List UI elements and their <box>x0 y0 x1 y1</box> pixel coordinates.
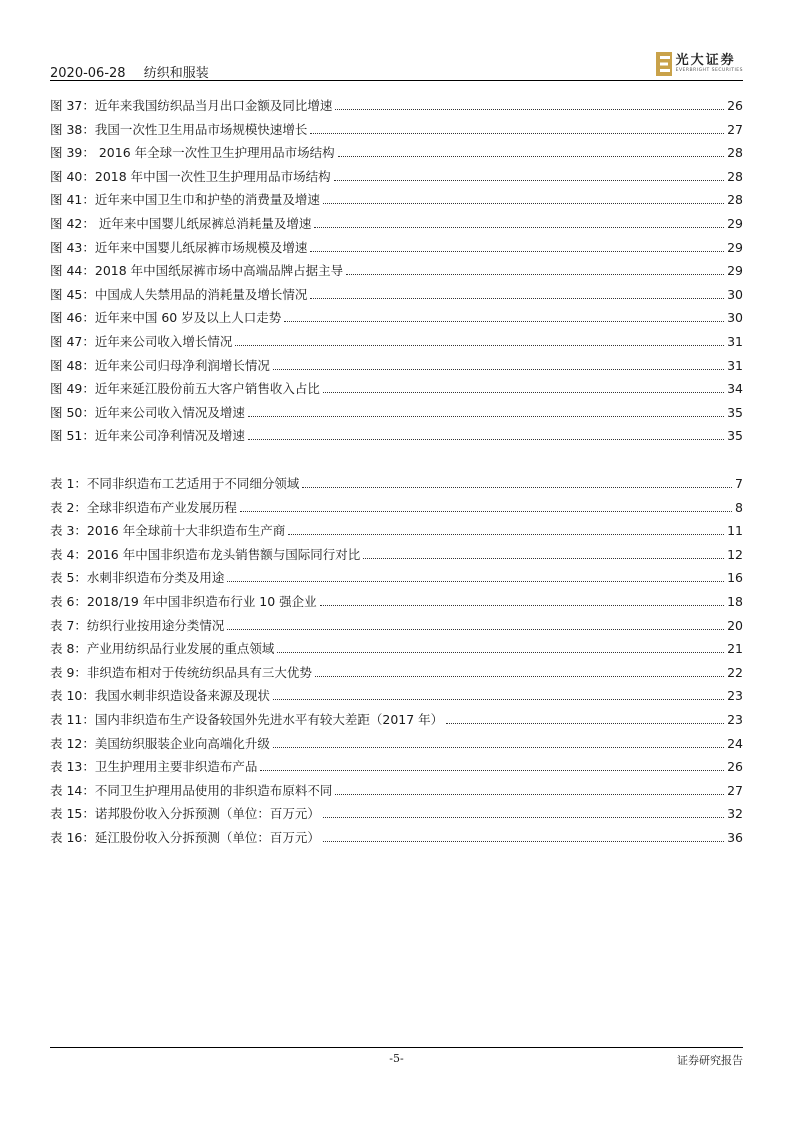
table-entry-page: 21 <box>727 641 743 657</box>
figure-entry-label: 图 45：中国成人失禁用品的消耗量及增长情况 <box>50 286 308 302</box>
figure-entry[interactable] <box>50 428 743 444</box>
figure-entry[interactable] <box>50 216 743 232</box>
brand-logo <box>656 50 743 78</box>
figure-entry-page: 34 <box>727 381 743 397</box>
table-entry[interactable] <box>50 523 743 539</box>
figure-entry-label: 图 40：2018 年中国一次性卫生护理用品市场结构 <box>50 168 331 184</box>
report-category: 纺织和服装 <box>143 66 209 81</box>
table-entry[interactable] <box>50 736 743 752</box>
figure-entry[interactable] <box>50 192 743 208</box>
table-entry[interactable] <box>50 547 743 563</box>
figure-entry-page: 30 <box>727 310 743 326</box>
dot-leader <box>346 274 724 275</box>
table-entry[interactable] <box>50 570 743 586</box>
document-type: 证券研究报告 <box>677 1054 743 1067</box>
figure-entry[interactable] <box>50 240 743 256</box>
dot-leader <box>335 109 724 110</box>
dot-leader <box>320 605 724 606</box>
table-entry-page: 26 <box>727 759 743 775</box>
figure-entry-label: 图 37：近年来我国纺织品当月出口金额及同比增速 <box>50 98 333 113</box>
table-entry-label: 表 11：国内非织造布生产设备较国外先进水平有较大差距（2017 年） <box>50 712 444 727</box>
table-entry[interactable] <box>50 806 743 822</box>
dot-leader <box>235 345 724 346</box>
figure-entry-page: 28 <box>727 168 743 184</box>
dot-leader <box>323 817 724 818</box>
figure-entry[interactable] <box>50 145 743 161</box>
figure-entry-label: 图 46：近年来中国 60 岁及以上人口走势 <box>50 310 282 326</box>
table-entry-page: 23 <box>727 688 743 704</box>
table-entry-page: 23 <box>727 712 743 727</box>
table-entry-page: 36 <box>727 830 743 845</box>
figure-entry[interactable] <box>50 381 743 397</box>
figure-entry[interactable] <box>50 98 743 114</box>
figure-entry-label: 图 42： 近年来中国婴儿纸尿裤总消耗量及增速 <box>50 216 312 231</box>
table-entry[interactable] <box>50 688 743 704</box>
dot-leader <box>273 369 724 370</box>
table-entry-page: 20 <box>727 617 743 633</box>
figure-entry-page: 27 <box>727 121 743 137</box>
dot-leader <box>227 581 724 582</box>
figure-entry[interactable] <box>50 287 743 303</box>
figure-entry-label: 图 44：2018 年中国纸尿裤市场中高端品牌占据主导 <box>50 263 344 279</box>
figure-entry[interactable] <box>50 310 743 326</box>
table-entry-label: 表 14：不同卫生护理用品使用的非织造布原料不同 <box>50 782 333 798</box>
table-entry[interactable] <box>50 476 743 492</box>
table-entry-label: 表 12：美国纺织服装企业向高端化升级 <box>50 735 270 751</box>
dot-leader <box>323 841 724 842</box>
figure-entry-label: 图 48：近年来公司归母净利润增长情况 <box>50 357 270 373</box>
dot-leader <box>227 629 724 630</box>
dot-leader <box>273 699 724 700</box>
table-entry[interactable] <box>50 759 743 775</box>
table-entry[interactable] <box>50 665 743 681</box>
table-entry-label: 表 6：2018/19 年中国非织造布行业 10 强企业 <box>50 594 317 609</box>
dot-leader <box>363 558 724 559</box>
everbright-logo-icon <box>656 52 672 76</box>
figure-entry[interactable] <box>50 263 743 279</box>
table-entry-page: 24 <box>727 735 743 751</box>
figure-entry-label: 图 51：近年来公司净利情况及增速 <box>50 428 245 444</box>
figure-entry-page: 29 <box>727 263 743 279</box>
table-entry-page: 8 <box>735 499 743 515</box>
figure-entry-page: 31 <box>727 357 743 373</box>
dot-leader <box>288 534 724 535</box>
header-rule <box>50 80 743 81</box>
figure-entry-label: 图 39： 2016 年全球一次性卫生护理用品市场结构 <box>50 145 335 161</box>
table-entry-page: 11 <box>727 523 743 539</box>
figure-entry[interactable] <box>50 169 743 185</box>
header-info <box>50 62 209 81</box>
dot-leader <box>248 416 724 417</box>
dot-leader <box>338 156 724 157</box>
table-entry-label: 表 13：卫生护理用主要非织造布产品 <box>50 759 258 775</box>
table-entry-label: 表 9：非织造布相对于传统纺织品具有三大优势 <box>50 664 312 680</box>
table-entry-page: 32 <box>727 806 743 822</box>
dot-leader <box>310 251 724 252</box>
figure-entry-label: 图 47：近年来公司收入增长情况 <box>50 334 233 349</box>
table-entry-label: 表 7：纺织行业按用途分类情况 <box>50 617 225 633</box>
figure-entry-page: 35 <box>727 428 743 444</box>
table-entry-page: 18 <box>727 594 743 609</box>
dot-leader <box>323 392 724 393</box>
table-entry[interactable] <box>50 500 743 516</box>
dot-leader <box>240 511 732 512</box>
dot-leader <box>335 794 724 795</box>
dot-leader <box>310 298 724 299</box>
table-entry-label: 表 15：诺邦股份收入分拆预测（单位：百万元） <box>50 806 320 822</box>
dot-leader <box>446 723 724 724</box>
table-entry-page: 22 <box>727 664 743 680</box>
figure-entry-label: 图 43：近年来中国婴儿纸尿裤市场规模及增速 <box>50 239 308 255</box>
figure-entry[interactable] <box>50 358 743 374</box>
table-entry[interactable] <box>50 783 743 799</box>
page-number: -5- <box>389 1052 404 1065</box>
dot-leader <box>315 676 724 677</box>
table-entry-page: 27 <box>727 782 743 798</box>
dot-leader <box>277 652 724 653</box>
dot-leader <box>273 747 724 748</box>
table-entry-label: 表 3：2016 年全球前十大非织造布生产商 <box>50 523 286 539</box>
table-entry-label: 表 2：全球非织造布产业发展历程 <box>50 499 237 515</box>
table-entry-page: 12 <box>727 546 743 562</box>
table-entry-label: 表 4：2016 年中国非织造布龙头销售额与国际同行对比 <box>50 546 361 562</box>
figure-entry-label: 图 49：近年来延江股份前五大客户销售收入占比 <box>50 381 320 397</box>
table-entry[interactable] <box>50 712 743 728</box>
dot-leader <box>302 487 732 488</box>
dot-leader <box>323 203 724 204</box>
logo-name-en: EVERBRIGHT SECURITIES <box>675 68 743 74</box>
dot-leader <box>284 321 724 322</box>
table-entry[interactable] <box>50 618 743 634</box>
table-entry-page: 16 <box>727 570 743 586</box>
table-entry-label: 表 16：延江股份收入分拆预测（单位：百万元） <box>50 830 320 845</box>
table-entry-label: 表 1：不同非织造布工艺适用于不同细分领域 <box>50 476 300 491</box>
table-entry-label: 表 10：我国水刺非织造设备来源及现状 <box>50 688 270 704</box>
figure-entry-label: 图 41：近年来中国卫生巾和护垫的消费量及增速 <box>50 192 320 208</box>
dot-leader <box>314 227 724 228</box>
footer-rule <box>50 1047 743 1048</box>
table-entry[interactable] <box>50 594 743 610</box>
dot-leader <box>260 770 724 771</box>
figure-entry-page: 35 <box>727 404 743 420</box>
figure-entry-page: 28 <box>727 192 743 208</box>
figure-entry-label: 图 50：近年来公司收入情况及增速 <box>50 404 245 420</box>
figure-entry-page: 28 <box>727 145 743 161</box>
figure-entry[interactable] <box>50 405 743 421</box>
figure-entry[interactable] <box>50 122 743 138</box>
figure-entry-page: 29 <box>727 216 743 231</box>
dot-leader <box>334 180 724 181</box>
table-entry[interactable] <box>50 641 743 657</box>
figure-entry-label: 图 38：我国一次性卫生用品市场规模快速增长 <box>50 121 308 137</box>
page-header <box>50 53 743 81</box>
figure-entry-page: 31 <box>727 334 743 349</box>
table-entry-page: 7 <box>735 476 743 491</box>
dot-leader <box>248 439 724 440</box>
figure-entry[interactable] <box>50 334 743 350</box>
figure-entry-page: 29 <box>727 239 743 255</box>
table-entry-label: 表 5：水刺非织造布分类及用途 <box>50 570 225 586</box>
figure-entry-page: 30 <box>727 286 743 302</box>
dot-leader <box>310 133 724 134</box>
logo-name-cn: 光大证券 <box>675 53 736 69</box>
table-entry-label: 表 8：产业用纺织品行业发展的重点领域 <box>50 641 275 657</box>
table-entry[interactable] <box>50 830 743 846</box>
figure-entry-page: 26 <box>727 98 743 113</box>
report-date: 2020-06-28 <box>50 66 126 81</box>
